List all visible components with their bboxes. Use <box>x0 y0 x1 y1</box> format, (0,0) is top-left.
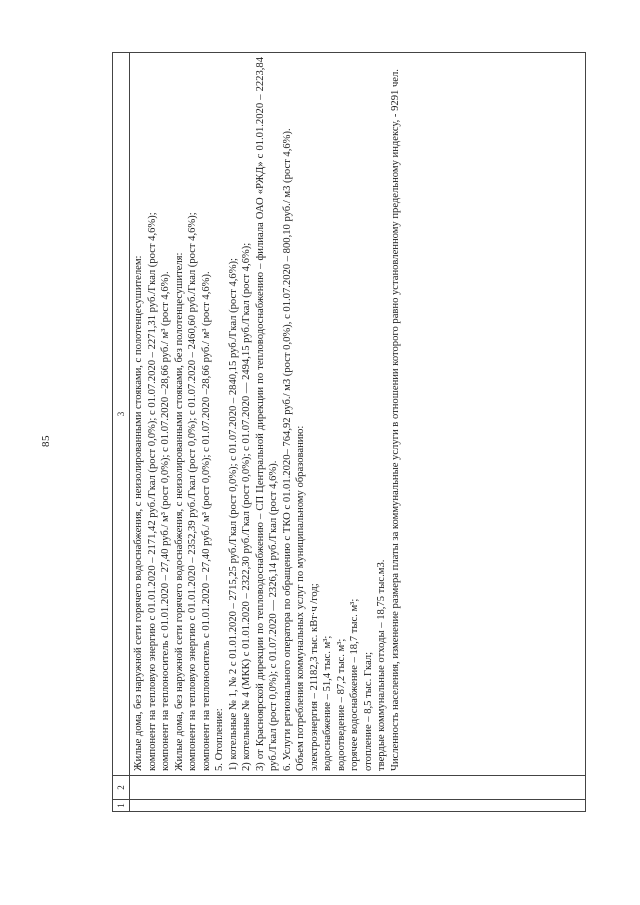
paragraph: водоснабжение – 51,4 тыс. м³; <box>322 635 333 771</box>
table-header-row <box>113 53 130 812</box>
paragraph: Численность населения, изменение размера платы за коммунальные услуги в отношении которого равно установленному предельному индексу, - 9291 чел. <box>389 69 401 771</box>
page-number: 85 <box>40 435 52 447</box>
paragraph: компонент на тепловую энергию с 01.01.2020 – 2171,42 руб./Гкал (рост 0,0%); с 01.07.2020 – 2271,31 руб./Гкал (рост 4,6%); <box>146 212 158 771</box>
paragraph: твердые коммунальные отходы – 18,75 тыс.м3. <box>376 559 387 771</box>
paragraph: водоотведение – 87,2 тыс. м³; <box>335 638 347 771</box>
header-col-1: 1 <box>113 800 130 812</box>
paragraph: 5. Отопление: <box>214 708 225 771</box>
paragraph: компонент на тепловую энергию с 01.01.2020 – 2352,39 руб./Гкал (рост 0,0%); с 01.07.2020 – 2460,60 руб./Гкал (рост 4,6%); <box>187 212 198 771</box>
paragraph: электроэнергия – 21182,3 тыс. кВт·ч /год; <box>308 583 320 771</box>
header-col-3: 3 <box>113 53 130 776</box>
table-row <box>130 53 586 812</box>
paragraph: 6. Услуги регионального оператора по обращению с ТКО с 01.01.2020– 764,92 руб./ м3 (рост 0,0%), с 01.07.2020 – 800,10 руб./ м3 (рост 4,6%). <box>281 128 293 771</box>
paragraph: отопление – 8,5 тыс. Гкал; <box>362 651 374 771</box>
paragraph: 1) котельные № 1, № 2 с 01.01.2020 – 2715,25 руб./Гкал (рост 0,0%); с 01.07.2020 – 2840,15 руб./Гкал (рост 4,6%); <box>227 258 239 771</box>
paragraph: 2) котельные № 4 (МКК) с 01.01.2020 – 2322,30 руб./Гкал (рост 0,0%); с 01.07.2020 — 2494,15 руб./Гкал (рост 4,6%); <box>241 242 252 771</box>
paragraph: Жилые дома, без наружной сети горячего водоснабжения, с неизолированными стояками, без полотенцесушителя: <box>173 252 185 771</box>
paragraph: компонент на теплоноситель с 01.01.2020 – 27,40 руб./ м³ (рост 0,0%); с 01.07.2020 –28,66 руб./ м³ (рост 4,6%). <box>200 271 212 771</box>
header-col-2: 2 <box>113 776 130 800</box>
paragraph: Жилые дома, без наружной сети горячего водоснабжения, с неизолированными стояками, с полотенцесушителем: <box>133 255 144 771</box>
col-3-cell <box>130 53 586 776</box>
paragraph: 3) от Красноярской дирекции по тепловодоснабжению – СП Центральной дирекции по тепловодоснабжению – филиала ОАО «РЖД» с 01.01.2020 – 2223,84 руб./Гкал (рост 0,0%); с 01.07.2020 — 2326,14 руб./Гкал (рост 4,6%). <box>254 57 279 771</box>
paragraph: компонент на теплоноситель с 01.01.2020 – 27,40 руб./ м³ (рост 0,0%); с 01.07.2020 –28,66 руб./ м³ (рост 4,6%). <box>160 271 171 771</box>
rotated-page <box>112 52 586 812</box>
paragraph: Объем потребления коммунальных услуг по муниципальному образованию: <box>295 425 306 771</box>
tariff-table <box>112 52 586 812</box>
paragraph: горячее водоснабжение – 18,7 тыс. м³; <box>349 598 360 771</box>
col-1-cell <box>130 800 586 812</box>
col-2-cell <box>130 776 586 800</box>
